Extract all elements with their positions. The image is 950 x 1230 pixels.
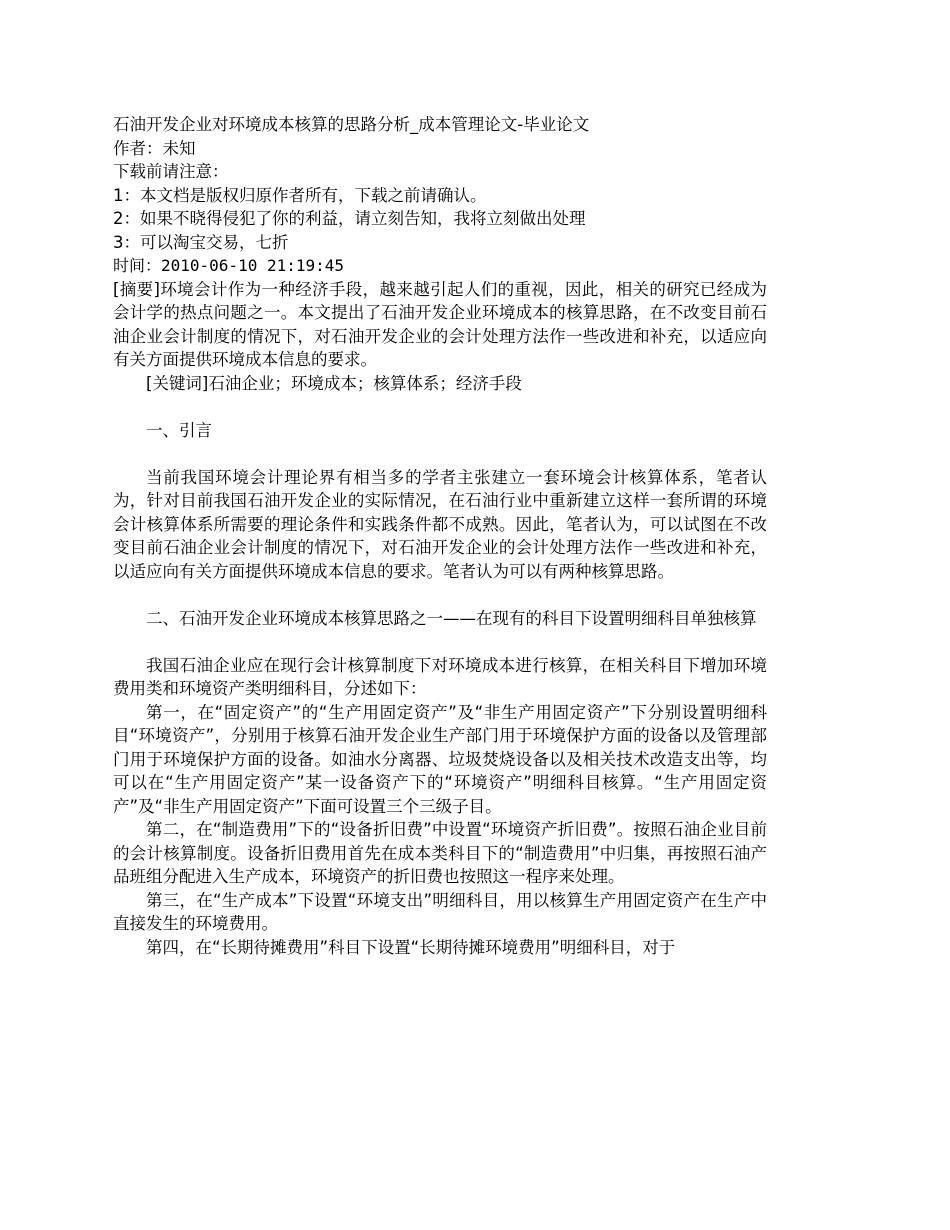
spacer (113, 395, 767, 419)
body-paragraph: 第三，在“生产成本”下设置“环境支出”明细科目，用以核算生产用固定资产在生产中直接发生的环境费用。 (113, 890, 767, 933)
body-paragraph: 我国石油企业应在现行会计核算制度下对环境成本进行核算，在相关科目下增加环境费用类和环境资产类明细科目，分述如下： (113, 655, 767, 698)
section-heading: 一、引言 (146, 420, 212, 440)
document-author: 作者：未知 (113, 138, 196, 158)
body-paragraph: 第二，在“制造费用”下的“设备折旧费”中设置“环境资产折旧费”。按照石油企业目前的会计核算制度。设备折旧费用首先在成本类科目下的“制造费用”中归集，再按照石油产品班组分配进入生产成本，环境资产的折旧费也按照这一程序来处理。 (113, 820, 767, 886)
keywords-line: [关键词]石油企业；环境成本；核算体系；经济手段 (146, 373, 522, 393)
notice-item: 1：本文档是版权归原作者所有，下载之前请确认。 (113, 185, 487, 205)
document-title: 石油开发企业对环境成本核算的思路分析_成本管理论文-毕业论文 (113, 115, 590, 134)
document-time: 时间：2010-06-10 21:19:45 (113, 256, 345, 275)
notice-item: 3：可以淘宝交易，七折 (113, 232, 289, 252)
body-paragraph: 第一，在“固定资产”的“生产用固定资产”及“非生产用固定资产”下分别设置明细科目“环境资产”，分别用于核算石油开发企业生产部门用于环境保护方面的设备以及管理部门用于环境保护方面的设备。如油水分离器、垃圾焚烧设备以及相关技术改造支出等，均可以在“生产用固定资产”某一设备资产下的“环境资产”明细科目核算。“生产用固定资产”及“非生产用固定资产”下面可设置三个三级子目。 (113, 702, 767, 816)
notice-item: 2：如果不晓得侵犯了你的利益，请立刻告知，我将立刻做出处理 (113, 209, 586, 228)
notice-header: 下载前请注意： (113, 162, 229, 181)
document-page (113, 113, 767, 959)
abstract-paragraph: [摘要]环境会计作为一种经济手段，越来越引起人们的重视，因此，相关的研究已经成为会计学的热点问题之一。本文提出了石油开发企业环境成本的核算思路，在不改变目前石油企业会计制度的情况下，对石油开发企业的会计处理方法作一些改进和补充，以适应向有关方面提供环境成本信息的要求。 (113, 279, 767, 369)
spacer (113, 442, 767, 466)
body-paragraph: 第四，在“长期待摊费用”科目下设置“长期待摊环境费用”明细科目，对于 (146, 937, 676, 957)
section-heading: 二、石油开发企业环境成本核算思路之一——在现有的科目下设置明细科目单独核算 (146, 608, 757, 628)
spacer (113, 583, 767, 607)
body-paragraph: 当前我国环境会计理论界有相当多的学者主张建立一套环境会计核算体系，笔者认为，针对目前我国石油开发企业的实际情况，在石油行业中重新建立这样一套所谓的环境会计核算体系所需要的理论条件和实践条件都不成熟。因此，笔者认为，可以试图在不改变目前石油企业会计制度的情况下，对石油开发企业的会计处理方法作一些改进和补充，以适应向有关方面提供环境成本信息的要求。笔者认为可以有两种核算思路。 (113, 467, 767, 581)
spacer (113, 630, 767, 654)
